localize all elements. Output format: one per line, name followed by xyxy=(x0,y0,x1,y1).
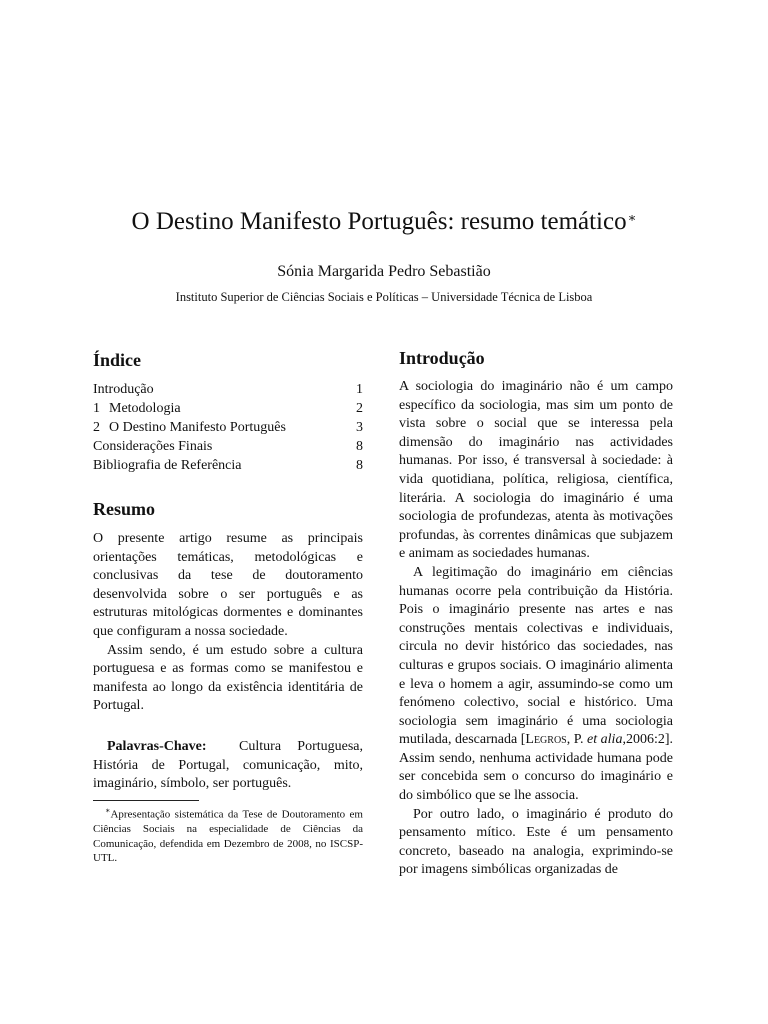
paper-title xyxy=(0,206,768,238)
footnote-text: Apresentação sistemática da Tese de Doutoramento em Ciências Sociais na especialidade de Ciências da Comunicação, defendida em Dezembro de 2008, no ISCSP-UTL. xyxy=(93,808,363,865)
toc-entry-page: 8 xyxy=(356,458,363,473)
citation-author: Legros xyxy=(525,732,567,748)
paper-title-text: O Destino Manifesto Português: resumo temático xyxy=(131,208,627,235)
toc-entry-page: 2 xyxy=(356,401,363,416)
introduction-paragraph: A sociologia do imaginário não é um campo específico da sociologia, mas sim um ponto de vista sobre o social que se interessa pela dimensão do imaginário nas actividades humanas. Por isso, é transversal à sociedade: à vida quotidiana, política, religiosa, científica, literária. A sociologia do imaginário é uma sociologia de profundezas, atenta às motivações profundas, às correntes dinâmicas que subjazem e animam as sociedades humanas. xyxy=(399,379,673,562)
toc-entry[interactable] xyxy=(93,437,363,456)
toc-entry-label: Considerações Finais xyxy=(93,439,213,454)
introduction-heading: Introdução xyxy=(399,348,485,368)
abstract-paragraph: O presente artigo resume as principais orientações temáticas, metodológicas e conclusivas da tese de doutoramento desenvolvida sobre o ser português e as estruturas mitológicas dormentes e dominantes que configuram a nossa sociedade. xyxy=(93,531,363,639)
toc-entry-page: 8 xyxy=(356,439,363,454)
footnote-mark: ∗ xyxy=(105,806,111,815)
keywords-text: Cultura Portuguesa, História de Portugal, comunicação, mito, imaginário, símbolo, ser português. xyxy=(93,739,363,792)
abstract-heading: Resumo xyxy=(93,499,155,519)
toc-entry[interactable] xyxy=(93,418,363,437)
introduction-paragraph: A legitimação do imaginário em ciências humanas ocorre pela contribuição da História. Pois o imaginário presente nas artes e nas construções mentais colectivas e individuais, circula no devir histórico das sociedades, nas culturas e grupos sociais. O imaginário alimenta e leva o homem a agir, assumindo-se como um fenómeno colectivo, social e histórico. Uma sociologia sem imaginário é uma sociologia mutilada, descarnada [Legros, P. et alia,2006:2]. Assim sendo, nenhuma actividade humana pode ser concebida sem o concurso do imaginário e do simbólico que se lhe associa. xyxy=(399,564,674,804)
title-footnote-mark: ∗ xyxy=(627,210,637,225)
toc-entry-page: 3 xyxy=(356,420,363,435)
toc-entry-label: Bibliografia de Referência xyxy=(93,458,242,473)
introduction-section xyxy=(399,378,673,880)
citation-et-alia: et alia xyxy=(587,732,623,748)
keywords-label: Palavras-Chave: xyxy=(107,739,207,754)
paper-author: Sónia Margarida Pedro Sebastião xyxy=(277,263,491,280)
toc-entry[interactable] xyxy=(93,456,363,475)
introduction-paragraph: Por outro lado, o imaginário é produto do pensamento mítico. Este é um pensamento concreto, baseado na analogia, exprimindo-se por imagens simbólicas organizadas de xyxy=(399,806,673,878)
paper-affiliation: Instituto Superior de Ciências Sociais e Políticas – Universidade Técnica de Lisboa xyxy=(175,290,593,304)
footnote-rule xyxy=(93,800,199,801)
abstract-section xyxy=(93,530,363,716)
toc-entry-number: 2 xyxy=(93,420,100,435)
abstract-paragraph: Assim sendo, é um estudo sobre a cultura portuguesa e as formas como se manifestou e manifesta ao longo da existência identitária de Portugal. xyxy=(93,642,363,714)
toc-entry-label: Introdução xyxy=(93,382,154,397)
toc-entry-number: 1 xyxy=(93,401,100,416)
keywords-section xyxy=(93,738,363,794)
index-heading: Índice xyxy=(93,350,142,370)
toc-entry[interactable] xyxy=(93,380,363,399)
toc-entry-label: Metodologia xyxy=(109,401,181,416)
toc-entry[interactable] xyxy=(93,399,363,418)
toc-entry-page: 1 xyxy=(356,382,363,397)
footnote xyxy=(93,804,363,866)
toc-entry-label: O Destino Manifesto Português xyxy=(109,420,286,435)
keywords-paragraph xyxy=(93,738,363,794)
table-of-contents xyxy=(93,380,363,475)
